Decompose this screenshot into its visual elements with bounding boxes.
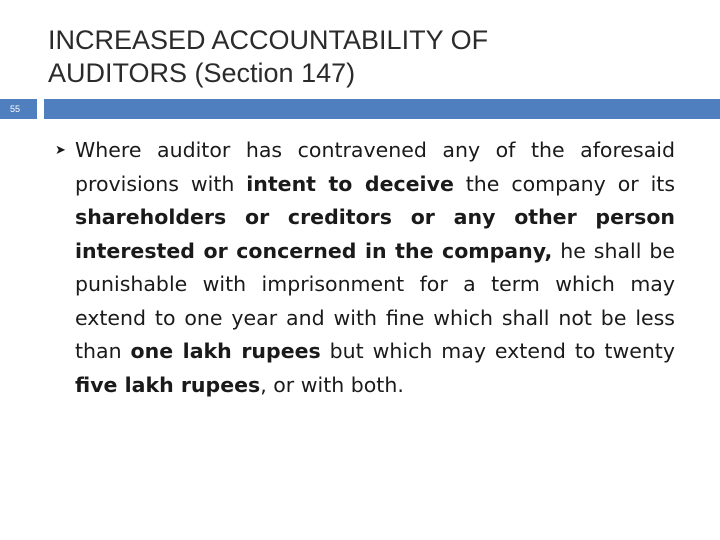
emphasis-intent-to-deceive: intent to deceive <box>246 171 454 196</box>
slide-number: 55 <box>9 104 20 114</box>
emphasis-five-lakh: five lakh rupees <box>75 372 261 397</box>
title-line-2: AUDITORS (Section 147) <box>48 58 356 88</box>
bullet-paragraph <box>75 134 675 402</box>
arrow-bullet-icon: ➤ <box>55 143 66 158</box>
text-segment: but which may extend to twenty <box>320 339 675 363</box>
text-segment: , or with both. <box>260 372 404 397</box>
header-band-right <box>44 99 720 119</box>
bullet-list <box>55 134 675 402</box>
title-line-1: INCREASED ACCOUNTABILITY OF <box>48 25 489 55</box>
emphasis-one-lakh: one lakh rupees <box>130 339 321 363</box>
slide-title <box>48 24 688 90</box>
text-segment: the company or its <box>453 171 675 196</box>
text-segment: Where auditor has contravened any of the aforesaid provisions with <box>75 138 675 196</box>
emphasis-interested-parties: shareholders or creditors or any other person interested or concerned in the company, <box>75 205 675 263</box>
text-segment: he shall be punishable with imprisonment for a term which may extend to one year and with fine which shall not be less than <box>75 238 675 363</box>
